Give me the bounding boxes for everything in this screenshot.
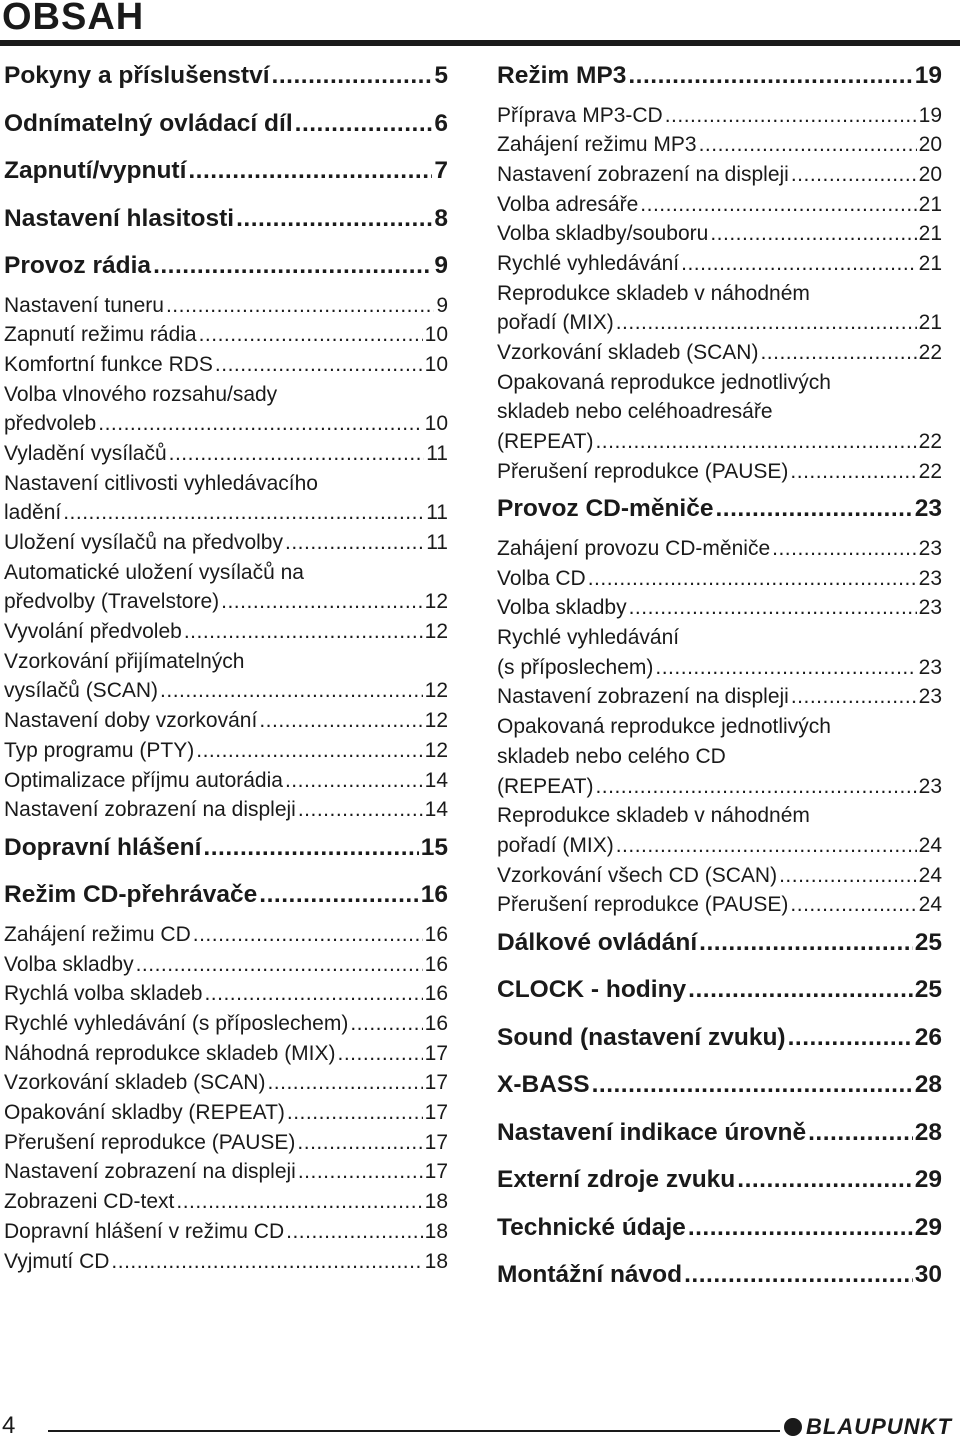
- toc-page-number: 10: [424, 323, 448, 347]
- toc-leader-dots: [160, 679, 423, 703]
- toc-entry-label: Uložení vysílačů na předvolby: [4, 531, 283, 555]
- toc-entry-label: Optimalizace příjmu autorádia: [4, 768, 283, 792]
- toc-entry-label: předvoleb: [4, 412, 97, 436]
- toc-leader-dots: [655, 656, 916, 680]
- toc-entry-label: Zapnutí režimu rádia: [4, 323, 197, 347]
- toc-entry-label: Komfortní funkce RDS: [4, 352, 213, 376]
- toc-entry[interactable]: [4, 881, 448, 923]
- toc-entry[interactable]: [497, 1214, 942, 1256]
- toc-page-number: 20: [918, 133, 942, 157]
- toc-page-number: 24: [918, 893, 942, 917]
- toc-leader-dots: [791, 163, 917, 187]
- toc-page-number: 21: [918, 222, 942, 246]
- toc-leader-dots: [215, 353, 423, 377]
- toc-page-number: 16: [424, 952, 448, 976]
- toc-entry-label: Vyjmutí CD: [4, 1249, 110, 1273]
- toc-page-number: 8: [434, 204, 448, 232]
- toc-page-number: 28: [914, 1071, 942, 1099]
- toc-page-number: 23: [914, 495, 942, 523]
- toc-entry-label: Vzorkování skladeb (SCAN): [497, 341, 759, 365]
- toc-entry[interactable]: [497, 1071, 942, 1113]
- toc-entry-label: Volba vlnového rozsahu/sady: [4, 382, 278, 406]
- toc-leader-dots: [204, 982, 422, 1006]
- toc-page-number: 23: [918, 774, 942, 798]
- footer-rule: [48, 1430, 780, 1432]
- toc-leader-dots: [715, 495, 912, 523]
- toc-page-number: 23: [918, 536, 942, 560]
- toc-leader-dots: [166, 294, 434, 318]
- toc-entry-label: Provoz CD-měniče: [497, 495, 714, 523]
- toc-entry[interactable]: [497, 104, 942, 134]
- toc-entry-label: Volba CD: [497, 566, 586, 590]
- toc-leader-dots: [196, 739, 422, 763]
- toc-page-number: 29: [914, 1213, 942, 1241]
- toc-leader-dots: [791, 685, 917, 709]
- toc-leader-dots: [136, 953, 423, 977]
- toc-entry-label: Montážní návod: [497, 1261, 683, 1289]
- page-number: 4: [2, 1412, 16, 1439]
- toc-entry-label: Nastavení citlivosti vyhledávacího: [4, 471, 318, 495]
- toc-page-number: 24: [918, 833, 942, 857]
- toc-leader-dots: [221, 590, 423, 614]
- toc-entry-label: Nastavení hlasitosti: [4, 204, 235, 232]
- toc-entry-label: skladeb nebo celéhoadresáře: [497, 400, 773, 424]
- toc-entry[interactable]: [497, 715, 942, 804]
- toc-entry-label: Zahájení režimu CD: [4, 922, 191, 946]
- toc-page-number: 29: [914, 1166, 942, 1194]
- toc-entry-label: skladeb nebo celého CD: [497, 744, 726, 768]
- toc-entry[interactable]: [4, 294, 448, 324]
- toc-leader-dots: [588, 567, 917, 591]
- toc-entry[interactable]: [497, 567, 942, 597]
- brand-logo: [784, 1414, 952, 1440]
- toc-leader-dots: [298, 798, 423, 822]
- toc-leader-dots: [63, 501, 424, 525]
- brand-name: BLAUPUNKT: [806, 1414, 952, 1439]
- toc-entry-label: X-BASS: [497, 1071, 590, 1099]
- toc-page-number: 16: [424, 922, 448, 946]
- toc-leader-dots: [808, 1119, 913, 1147]
- toc-page-number: 11: [426, 441, 448, 465]
- toc-page-number: 18: [424, 1190, 448, 1214]
- toc-entry-label: Rychlá volba skladeb: [4, 982, 203, 1006]
- toc-entry[interactable]: [497, 1119, 942, 1161]
- toc-leader-dots: [710, 222, 916, 246]
- toc-leader-dots: [640, 193, 916, 217]
- toc-page-number: 16: [424, 982, 448, 1006]
- toc-entry[interactable]: [4, 157, 448, 199]
- toc-entry[interactable]: [4, 252, 448, 294]
- toc-page-number: 21: [918, 192, 942, 216]
- toc-leader-dots: [737, 1166, 912, 1194]
- toc-leader-dots: [616, 311, 917, 335]
- toc-page-number: 19: [914, 62, 942, 89]
- toc-page-number: 14: [424, 798, 448, 822]
- toc-leader-dots: [272, 62, 433, 90]
- toc-leader-dots: [665, 104, 917, 128]
- toc-entry-label: Provoz rádia: [4, 252, 152, 279]
- toc-entry[interactable]: [4, 1220, 448, 1250]
- toc-entry-label: Rychlé vyhledávání (s příposlechem): [4, 1012, 349, 1035]
- toc-page-number: 12: [424, 709, 448, 733]
- toc-entry-label: Přerušení reprodukce (PAUSE): [4, 1130, 296, 1154]
- toc-leader-dots: [699, 133, 917, 157]
- toc-entry-label: Zahájení režimu MP3: [497, 133, 697, 157]
- toc-entry-label: Příprava MP3-CD: [497, 103, 663, 127]
- toc-entry-label: Nastavení zobrazení na displeji: [4, 1160, 296, 1184]
- toc-entry[interactable]: [4, 442, 448, 472]
- toc-leader-dots: [169, 442, 425, 466]
- toc-entry[interactable]: [497, 282, 942, 341]
- toc-entry-label: pořadí (MIX): [497, 311, 614, 335]
- toc-leader-dots: [772, 537, 917, 561]
- toc-entry[interactable]: [497, 596, 942, 626]
- toc-entry-label: Zahájení provozu CD-měniče: [497, 536, 771, 560]
- toc-entry[interactable]: [497, 222, 942, 252]
- toc-page-number: 12: [424, 590, 448, 614]
- toc-entry[interactable]: [497, 1024, 942, 1066]
- toc-entry-label: CLOCK - hodiny: [497, 976, 687, 1004]
- toc-page-number: 21: [918, 251, 942, 275]
- toc-entry[interactable]: [497, 1166, 942, 1208]
- toc-leader-dots: [297, 1131, 422, 1155]
- toc-page-number: 11: [426, 531, 448, 555]
- toc-entry[interactable]: [4, 650, 448, 709]
- toc-entry[interactable]: [497, 626, 942, 685]
- page-title: OBSAH: [2, 0, 145, 38]
- toc-leader-dots: [259, 881, 418, 909]
- toc-entry[interactable]: [4, 923, 448, 953]
- toc-entry-label: Opakovaná reprodukce jednotlivých: [497, 715, 831, 739]
- toc-leader-dots: [760, 341, 916, 365]
- toc-page-number: 12: [424, 738, 448, 762]
- toc-entry[interactable]: [4, 769, 448, 799]
- toc-entry-label: Volba skladby/souboru: [497, 222, 709, 246]
- toc-page-number: 23: [918, 655, 942, 679]
- toc-page-number: 18: [424, 1219, 448, 1243]
- toc-entry[interactable]: [4, 739, 448, 769]
- toc-entry[interactable]: [4, 561, 448, 620]
- toc-page-number: 24: [918, 863, 942, 887]
- toc-entry-label: Vzorkování přijímatelných: [4, 649, 245, 673]
- toc-leader-dots: [688, 1214, 913, 1242]
- toc-entry-label: Přerušení reprodukce (PAUSE): [497, 893, 789, 917]
- toc-entry-label: Volba adresáře: [497, 192, 639, 216]
- toc-entry[interactable]: [497, 976, 942, 1018]
- toc-entry[interactable]: [497, 193, 942, 223]
- toc-entry[interactable]: [4, 953, 448, 983]
- toc-entry-label: Nastavení tuneru: [4, 293, 164, 317]
- toc-entry-label: Nastavení zobrazení na displeji: [497, 162, 789, 186]
- toc-entry[interactable]: [4, 383, 448, 442]
- toc-leader-dots: [295, 110, 433, 138]
- toc-leader-dots: [595, 430, 916, 454]
- toc-page-number: 25: [914, 928, 942, 956]
- toc-page-number: 9: [436, 293, 448, 317]
- title-bar: [0, 0, 960, 46]
- toc-entry[interactable]: [4, 1190, 448, 1220]
- toc-page-number: 28: [914, 1118, 942, 1146]
- toc-leader-dots: [267, 1071, 422, 1095]
- toc-entry-label: Nastavení zobrazení na displeji: [497, 685, 789, 709]
- toc-entry-label: Vzorkování skladeb (SCAN): [4, 1071, 266, 1095]
- toc-entry-label: Typ programu (PTY): [4, 738, 195, 762]
- toc-entry[interactable]: [4, 982, 448, 1012]
- toc-page-number: 23: [918, 685, 942, 709]
- toc-leader-dots: [790, 893, 916, 917]
- toc-page-number: 22: [918, 341, 942, 365]
- toc-entry[interactable]: [4, 1250, 448, 1280]
- toc-leader-dots: [595, 775, 916, 799]
- toc-page-number: 18: [424, 1249, 448, 1273]
- toc-page-number: 9: [434, 252, 448, 279]
- toc-leader-dots: [338, 1042, 423, 1066]
- toc-leader-dots: [184, 620, 423, 644]
- toc-leader-dots: [203, 834, 418, 862]
- toc-entry-label: Zapnutí/vypnutí: [4, 157, 187, 184]
- toc-leader-dots: [350, 1012, 422, 1036]
- toc-entry-label: Opakovaná reprodukce jednotlivých: [497, 370, 831, 394]
- toc-entry[interactable]: [4, 1042, 448, 1072]
- toc-leader-dots: [98, 412, 422, 436]
- toc-entry[interactable]: [497, 252, 942, 282]
- toc-entry-label: Dopravní hlášení: [4, 833, 202, 861]
- page-footer: [0, 1408, 960, 1440]
- toc-entry[interactable]: [4, 620, 448, 650]
- toc-column-left: [4, 62, 448, 1279]
- toc-leader-dots: [616, 834, 917, 858]
- toc-page-number: 6: [434, 109, 448, 137]
- toc-leader-dots: [188, 157, 432, 185]
- toc-entry-label: Opakování skladby (REPEAT): [4, 1101, 285, 1125]
- toc-page-number: 11: [426, 501, 448, 525]
- toc-page-number: 17: [424, 1041, 448, 1065]
- toc-leader-dots: [684, 1261, 913, 1289]
- toc-entry-label: Vyladění vysílačů: [4, 441, 167, 465]
- toc-page-number: 21: [918, 311, 942, 335]
- toc-entry[interactable]: [4, 1101, 448, 1131]
- toc-entry-label: Technické údaje: [497, 1213, 686, 1241]
- toc-page-number: 19: [918, 103, 942, 127]
- toc-leader-dots: [199, 323, 423, 347]
- toc-entry[interactable]: [4, 472, 448, 531]
- toc-leader-dots: [790, 460, 916, 484]
- toc-entry-label: (REPEAT): [497, 774, 594, 798]
- toc-entry[interactable]: [497, 929, 942, 971]
- toc-entry[interactable]: [497, 495, 942, 537]
- toc-entry[interactable]: [497, 133, 942, 163]
- toc-entry[interactable]: [497, 460, 942, 490]
- toc-page-number: 10: [424, 352, 448, 376]
- toc-leader-dots: [176, 1190, 422, 1214]
- toc-leader-dots: [236, 205, 432, 233]
- toc-page-number: 17: [424, 1130, 448, 1154]
- toc-entry-label: (s příposlechem): [497, 655, 654, 679]
- toc-entry[interactable]: [497, 864, 942, 894]
- toc-page-number: 12: [424, 679, 448, 703]
- toc-leader-dots: [153, 252, 432, 280]
- toc-leader-dots: [681, 252, 917, 276]
- toc-page-number: 23: [918, 566, 942, 590]
- toc-entry-label: Automatické uložení vysílačů na: [4, 560, 304, 584]
- toc-leader-dots: [699, 929, 913, 957]
- toc-leader-dots: [285, 531, 424, 555]
- toc-page-number: 23: [918, 596, 942, 620]
- toc-page-number: 17: [424, 1101, 448, 1125]
- toc-leader-dots: [286, 1220, 423, 1244]
- toc-page-number: 30: [914, 1261, 942, 1289]
- toc-entry[interactable]: [4, 1071, 448, 1101]
- toc-entry-label: Externí zdroje zvuku: [497, 1166, 736, 1194]
- toc-entry[interactable]: [4, 1160, 448, 1190]
- toc-page-number: 15: [420, 833, 448, 861]
- toc-entry-label: Volba skladby: [497, 596, 627, 620]
- toc-leader-dots: [287, 1101, 423, 1125]
- toc-entry-label: Nastavení zobrazení na displeji: [4, 798, 296, 822]
- toc-entry[interactable]: [497, 371, 942, 460]
- toc-entry-label: (REPEAT): [497, 430, 594, 454]
- toc-entry[interactable]: [4, 1012, 448, 1042]
- toc-entry[interactable]: [4, 1131, 448, 1161]
- logo-dot-icon: [784, 1418, 802, 1436]
- toc-entry[interactable]: [4, 798, 448, 828]
- toc-entry-label: Rychlé vyhledávání: [497, 626, 680, 650]
- toc-entry[interactable]: [4, 531, 448, 561]
- toc-page-number: 14: [424, 768, 448, 792]
- toc-leader-dots: [628, 62, 912, 90]
- toc-page-number: 22: [918, 459, 942, 483]
- toc-entry[interactable]: [4, 323, 448, 353]
- toc-entry[interactable]: [497, 163, 942, 193]
- toc-leader-dots: [592, 1071, 913, 1099]
- toc-entry-label: Dálkové ovládání: [497, 928, 698, 956]
- toc-entry-label: Nastavení doby vzorkování: [4, 709, 258, 733]
- toc-leader-dots: [259, 709, 422, 733]
- toc-entry[interactable]: [497, 537, 942, 567]
- toc-entry-label: vysílačů (SCAN): [4, 679, 159, 703]
- toc-page-number: 17: [424, 1071, 448, 1095]
- toc-page-number: 22: [918, 430, 942, 454]
- toc-page-number: 10: [424, 412, 448, 436]
- toc-entry-label: Režim MP3: [497, 62, 627, 89]
- toc-page-number: 12: [424, 620, 448, 644]
- toc-entry[interactable]: [497, 1261, 942, 1303]
- toc-page-number: 16: [424, 1012, 448, 1035]
- toc-column-right: [497, 62, 942, 1303]
- toc-page-number: 26: [914, 1023, 942, 1051]
- toc-entry-label: Volba skladby: [4, 952, 134, 976]
- toc-entry[interactable]: [4, 353, 448, 383]
- toc-leader-dots: [788, 1024, 913, 1052]
- toc-entry-label: Režim CD-přehrávače: [4, 881, 258, 909]
- toc-leader-dots: [779, 864, 917, 888]
- toc-entry-label: předvolby (Travelstore): [4, 590, 220, 614]
- toc-entry[interactable]: [4, 205, 448, 247]
- toc-leader-dots: [629, 596, 917, 620]
- toc-entry[interactable]: [4, 709, 448, 739]
- toc-entry[interactable]: [4, 62, 448, 104]
- toc-entry-label: Vzorkování všech CD (SCAN): [497, 863, 778, 887]
- toc-leader-dots: [111, 1250, 422, 1274]
- toc-entry-label: Zobrazeni CD-text: [4, 1190, 175, 1214]
- toc-entry-label: pořadí (MIX): [497, 833, 614, 857]
- toc-entry-label: Přerušení reprodukce (PAUSE): [497, 459, 789, 483]
- toc-page-number: 17: [424, 1160, 448, 1184]
- toc-entry-label: Dopravní hlášení v režimu CD: [4, 1219, 285, 1243]
- toc-leader-dots: [688, 976, 913, 1004]
- toc-entry-label: Rychlé vyhledávání: [497, 251, 680, 275]
- toc-entry[interactable]: [497, 62, 942, 104]
- toc-entry-label: ladění: [4, 501, 62, 525]
- toc-leader-dots: [193, 923, 423, 947]
- toc-entry[interactable]: [497, 341, 942, 371]
- toc-page-number: 16: [420, 881, 448, 909]
- toc-entry-label: Odnímatelný ovládací díl: [4, 109, 293, 137]
- toc-entry-label: Pokyny a příslušenství: [4, 62, 270, 89]
- toc-entry-label: Sound (nastavení zvuku): [497, 1023, 786, 1051]
- toc-entry-label: Nastavení indikace úrovně: [497, 1118, 807, 1146]
- toc-entry[interactable]: [4, 110, 448, 152]
- toc-entry[interactable]: [497, 804, 942, 863]
- toc-page-number: 5: [434, 62, 448, 89]
- toc-entry-label: Reprodukce skladeb v náhodném: [497, 281, 810, 305]
- toc-leader-dots: [285, 769, 423, 793]
- toc-page-number: 25: [914, 976, 942, 1004]
- toc-leader-dots: [298, 1160, 423, 1184]
- toc-entry-label: Reprodukce skladeb v náhodném: [497, 804, 810, 828]
- toc-entry[interactable]: [497, 893, 942, 923]
- toc-entry[interactable]: [497, 685, 942, 715]
- toc-entry-label: Náhodná reprodukce skladeb (MIX): [4, 1041, 336, 1065]
- toc-entry[interactable]: [4, 834, 448, 876]
- toc-entry-label: Vyvolání předvoleb: [4, 620, 182, 644]
- toc-page-number: 20: [918, 162, 942, 186]
- toc-page-number: 7: [434, 157, 448, 184]
